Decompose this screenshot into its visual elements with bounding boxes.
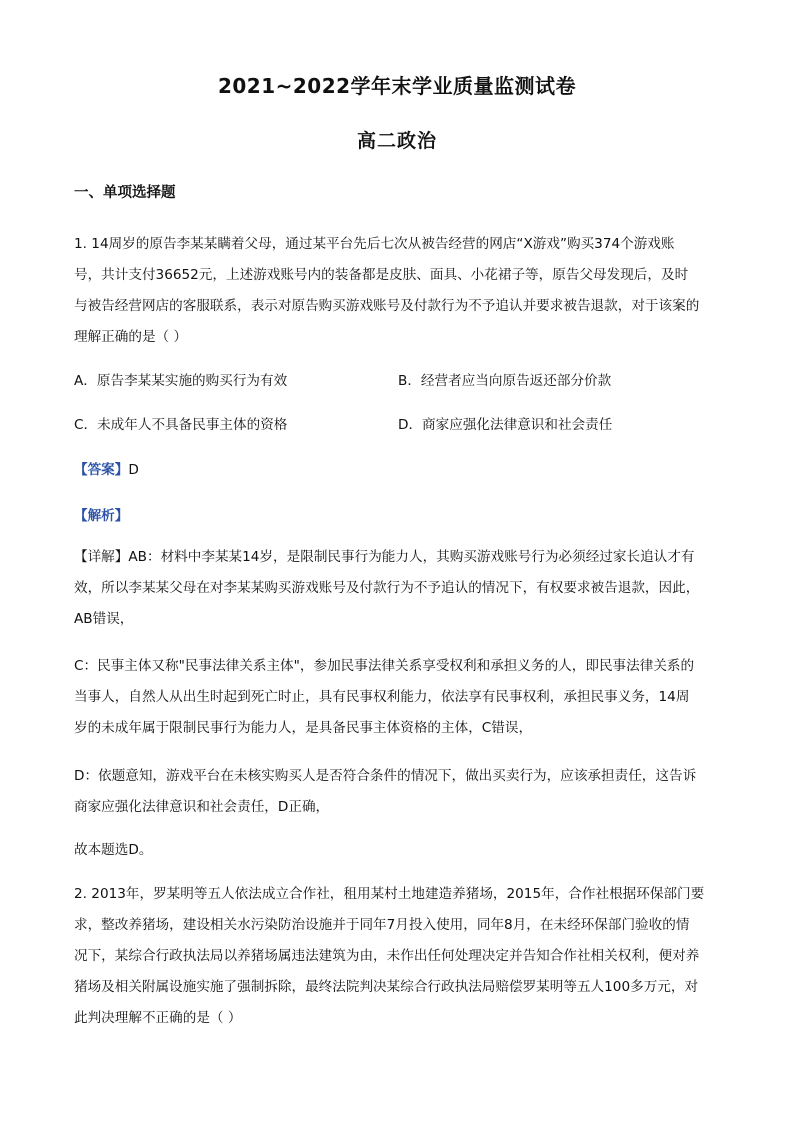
answer-row	[74, 458, 139, 478]
answer-tag: 【答案】	[74, 462, 129, 478]
analysis-d-line: 商家应强化法律意识和社会责任，D正确，	[74, 799, 330, 815]
analysis-c-paragraph	[74, 651, 720, 744]
q1-line: 与被告经营网店的客服联系，表示对原告购买游戏账号及付款行为不予追认并要求被告退款，对于该案的	[74, 298, 700, 314]
q1-line: 1. 14周岁的原告李某某瞒着父母，通过某平台先后七次从被告经营的网店“X游戏”购买374个游戏账	[74, 236, 675, 252]
answer-value: D	[128, 462, 139, 478]
q1-line: 号，共计支付36652元，上述游戏账号内的装备都是皮肤、面具、小花裙子等，原告父母发现后，及时	[74, 267, 689, 283]
analysis-c-line: 岁的未成年属于限制民事行为能力人，是具备民事主体资格的主体，C错误，	[74, 720, 533, 736]
analysis-d-line: D：依题意知，游戏平台在未核实购买人是否符合条件的情况下，做出买卖行为，应该承担责任，这告诉	[74, 768, 697, 784]
detail-line: AB错误，	[74, 611, 134, 627]
section-heading: 一、单项选择题	[74, 185, 176, 201]
question-1-stem	[74, 229, 720, 353]
q2-line: 求，整改养猪场，建设相关水污染防治设施并于同年7月投入使用，同年8月，在未经环保部门验收的情	[74, 917, 690, 933]
q2-line: 2. 2013年，罗某明等五人依法成立合作社，租用某村土地建造养猪场，2015年，合作社根据环保部门要	[74, 886, 705, 902]
conclusion: 故本题选D。	[74, 842, 153, 858]
detail-line: 效，所以李某某父母在对李某某购买游戏账号及付款行为不予追认的情况下，有权要求被告退款，因此，	[74, 580, 700, 596]
document-subtitle: 高二政治	[356, 130, 437, 152]
q2-line: 此判决理解不正确的是（ ）	[74, 1010, 242, 1026]
analysis-tag: 【解析】	[74, 508, 129, 524]
q2-line: 况下，某综合行政执法局以养猪场属违法建筑为由，未作出任何处理决定并告知合作社相关权利，便对养	[74, 948, 700, 964]
q2-line: 猪场及相关附属设施实施了强制拆除，最终法院判决某综合行政执法局赔偿罗某明等五人100多万元，对	[74, 979, 699, 995]
document-title: 2021~2022学年末学业质量监测试卷	[217, 74, 577, 98]
analysis-c-line: C：民事主体又称"民事法律关系主体"，参加民事法律关系享受权利和承担义务的人，即民事法律关系的	[74, 658, 695, 674]
option-a: A．原告李某某实施的购买行为有效	[74, 373, 288, 389]
analysis-d-paragraph	[74, 761, 720, 823]
detail-paragraph	[74, 542, 720, 635]
option-d: D．商家应强化法律意识和社会责任	[398, 417, 613, 433]
question-2-stem	[74, 879, 720, 1034]
detail-tag: 【详解】	[74, 549, 129, 565]
analysis-row	[74, 504, 128, 524]
option-b: B．经营者应当向原告返还部分价款	[398, 373, 612, 389]
option-c: C．未成年人不具备民事主体的资格	[74, 417, 288, 433]
q1-line: 理解正确的是（ ）	[74, 329, 188, 345]
analysis-c-line: 当事人，自然人从出生时起到死亡时止，具有民事权利能力，依法享有民事权利，承担民事义务，14周	[74, 689, 690, 705]
detail-line: 【详解】AB：材料中李某某14岁，是限制民事行为能力人，其购买游戏账号行为必须经过家长追认才有	[74, 549, 695, 565]
